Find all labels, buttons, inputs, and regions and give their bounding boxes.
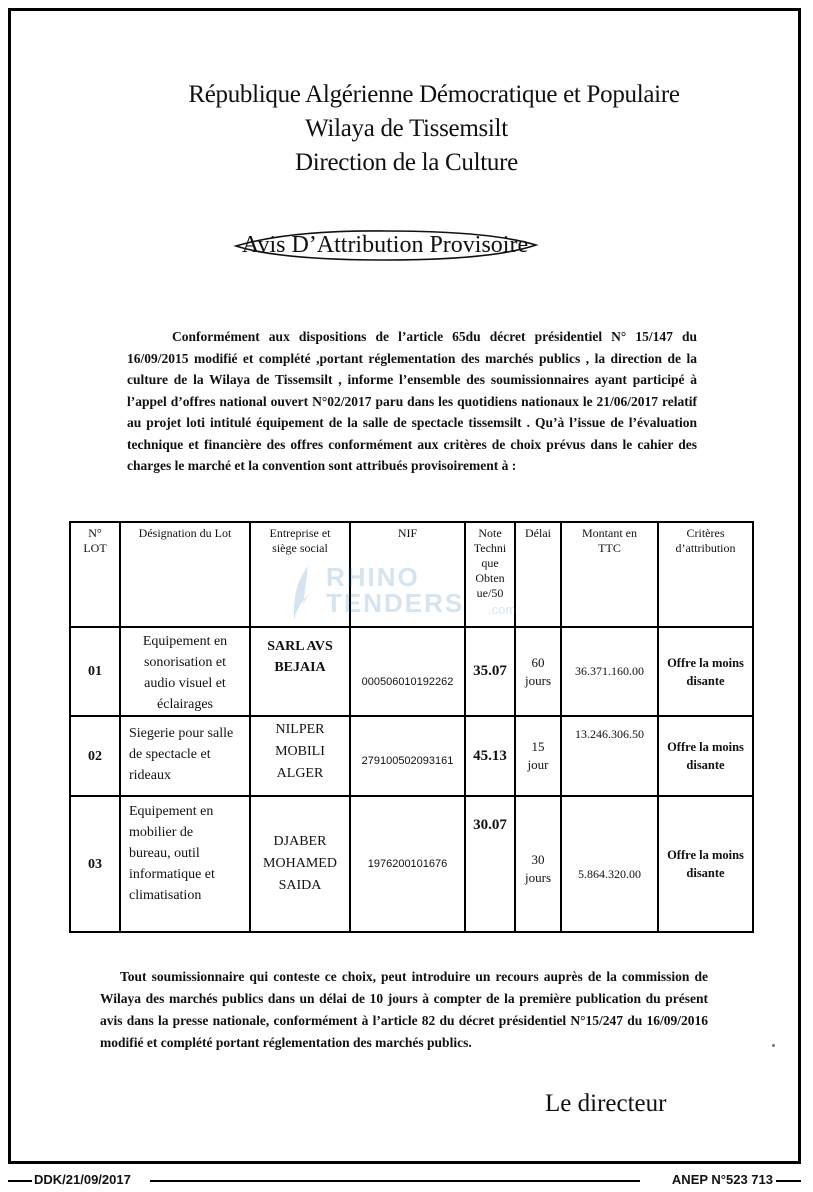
lot-nif: 279100502093161: [350, 716, 465, 796]
footer-right-reference: ANEP N°523 713: [671, 1172, 773, 1187]
lot-designation: Siegerie pour salle de spectacle et rideaux: [120, 716, 250, 796]
lot-designation: Equipement en mobilier de bureau, outil informatique et climatisation: [120, 796, 250, 932]
header-republic: République Algérienne Démocratique et Populaire: [188, 81, 680, 108]
lot-delai: 30 jours: [515, 796, 561, 932]
header-criteres: Critères d’attribution: [658, 522, 753, 627]
lot-note: 45.13: [465, 716, 515, 796]
header-nif: NIF: [350, 522, 465, 627]
header-lot: N° LOT: [70, 522, 120, 627]
lot-montant: 13.246.306.50: [561, 716, 658, 796]
lot-criteres: Offre la moins disante: [658, 796, 753, 932]
scan-speck: [772, 1044, 775, 1047]
watermark-line1: RHINO: [326, 562, 420, 592]
footer-left-reference: DDK/21/09/2017: [34, 1172, 131, 1187]
lot-delai: 15 jour: [515, 716, 561, 796]
document-title-text: Avis D’Attribution Provisoire: [241, 232, 529, 258]
lot-note: 35.07: [465, 627, 515, 716]
header-note: Note Techni que Obten ue/50: [465, 522, 515, 627]
footer-rule-right: [776, 1180, 801, 1182]
header-designation: Désignation du Lot: [120, 522, 250, 627]
watermark-line2: TENDERS: [326, 588, 465, 618]
lot-criteres: Offre la moins disante: [658, 716, 753, 796]
lot-delai: 60 jours: [515, 627, 561, 716]
header-delai: Délai: [515, 522, 561, 627]
header-wilaya: Wilaya de Tissemsilt: [305, 115, 508, 142]
rhino-logo-icon: [288, 564, 324, 624]
lot-nif: 000506010192262: [350, 627, 465, 716]
footer-rule-middle: [150, 1180, 640, 1182]
lot-number: 01: [70, 627, 120, 716]
lot-montant: 36.371.160.00: [561, 627, 658, 716]
document-title: [230, 226, 540, 264]
lot-entreprise: SARL AVS BEJAIA: [250, 627, 350, 716]
signature: Le directeur: [545, 1090, 667, 1117]
lot-entreprise: DJABER MOHAMED SAIDA: [250, 796, 350, 932]
intro-paragraph: Conformément aux dispositions de l’article 65du décret présidentiel N° 15/147 du 16/09/2015 modifié et complété ,portant réglementation des marchés publics , la direction de la culture de la Wilaya de Tissemsilt , informe l’ensemble des soumissionnaires ayant participé à l’appel d’offres national ouvert N°02/2017 paru dans les quotidiens nationaux le 21/06/2017 relatif au projet loti intitulé équipement de la salle de spectacle tissemsilt . Qu’à l’issue de l’évaluation technique et financière des offres conformément aux critères de choix prévus dans le cahier des charges le marché et la convention sont attribués provisoirement à :: [127, 329, 697, 473]
footer-rule-left: [8, 1180, 32, 1182]
table-row: [70, 796, 753, 932]
header-entreprise: Entreprise et siège social: [250, 522, 350, 627]
table-row: [70, 627, 753, 716]
lot-criteres: Offre la moins disante: [658, 627, 753, 716]
lot-designation: Equipement en sonorisation et audio visuel et éclairages: [120, 627, 250, 716]
recours-paragraph: Tout soumissionnaire qui conteste ce choix, peut introduire un recours auprès de la commission de Wilaya des marchés publics dans un délai de 10 jours à compter de la première publication du présent avis dans la presse nationale, conformément à l’article 82 du décret présidentiel N°15/247 du 16/09/2016 modifié et complété portant réglementation des marchés publics.: [100, 969, 708, 1050]
table-row: [70, 716, 753, 796]
watermark: [288, 562, 538, 624]
header-direction: Direction de la Culture: [295, 149, 518, 176]
header-montant: Montant en TTC: [561, 522, 658, 627]
lot-note: 30.07: [465, 796, 515, 932]
lot-number: 03: [70, 796, 120, 932]
lot-montant: 5.864.320.00: [561, 796, 658, 932]
lot-nif: 1976200101676: [350, 796, 465, 932]
watermark-suffix: .com: [488, 602, 517, 617]
lot-entreprise: NILPER MOBILI ALGER: [250, 716, 350, 796]
lot-number: 02: [70, 716, 120, 796]
